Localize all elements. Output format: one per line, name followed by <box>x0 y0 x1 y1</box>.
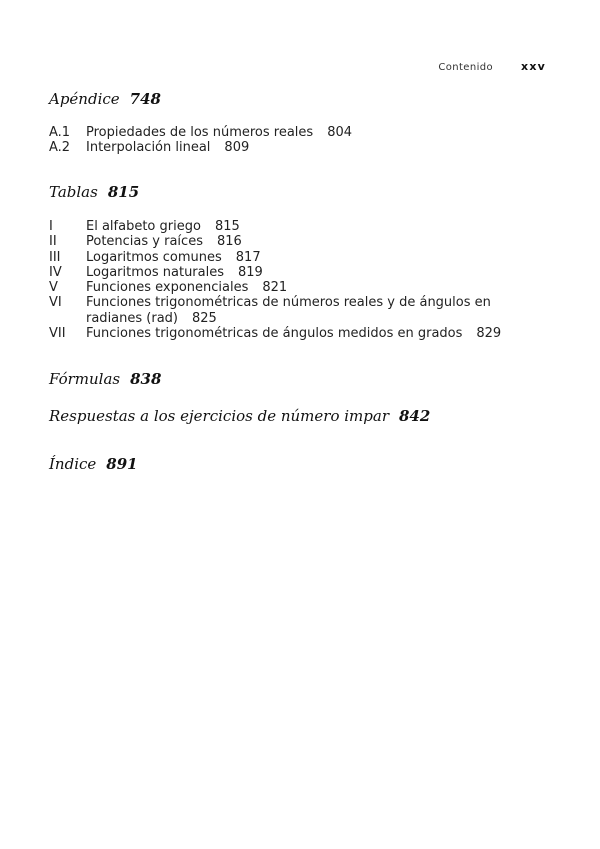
entry-title: Potencias y raíces <box>86 234 203 250</box>
entry-title: Interpolación lineal <box>86 140 211 156</box>
section-title: Apéndice <box>49 90 120 108</box>
section-title: Respuestas a los ejercicios de número impar <box>49 407 389 425</box>
toc-entry <box>49 295 519 326</box>
entry-title: Funciones trigonométricas de ángulos medidos en grados <box>86 326 463 342</box>
entry-page: 809 <box>224 140 250 156</box>
entry-title: Logaritmos naturales <box>86 264 224 280</box>
entry-title: Propiedades de los números reales <box>86 125 314 140</box>
entry-number: VI <box>49 295 62 311</box>
entry-title: Logaritmos comunes <box>86 249 222 265</box>
entry-number: IV <box>49 264 62 280</box>
toc-entry <box>49 125 519 140</box>
entry-page: 816 <box>216 234 242 250</box>
entry-number: II <box>49 234 57 250</box>
entry-title: El alfabeto griego <box>86 219 201 234</box>
entry-page: 815 <box>214 219 240 234</box>
toc-entry <box>49 140 519 155</box>
toc-entry <box>49 280 519 295</box>
running-head <box>438 60 546 73</box>
section-title: Fórmulas <box>49 370 121 388</box>
entry-number: VII <box>49 326 66 342</box>
entry-page: 804 <box>327 125 353 140</box>
section-page: 842 <box>399 407 431 425</box>
page-number: xxv <box>521 60 546 73</box>
section-page: 891 <box>106 455 138 473</box>
toc-entry <box>49 250 519 265</box>
toc-entry <box>49 219 519 234</box>
section-heading-index <box>49 455 138 473</box>
entry-number: V <box>49 280 58 296</box>
section-heading-tables <box>49 183 139 201</box>
entry-number: III <box>49 249 61 265</box>
section-heading-answers <box>49 407 430 425</box>
entry-page: 825 <box>192 310 217 326</box>
entry-number: A.2 <box>49 140 71 156</box>
entry-number: I <box>49 219 53 234</box>
running-head-label: Contenido <box>438 62 494 73</box>
toc-entry <box>49 234 519 249</box>
section-page: 838 <box>130 370 162 388</box>
entry-page: 821 <box>262 280 288 296</box>
entry-page: 829 <box>476 326 502 342</box>
section-heading-appendix <box>49 90 161 108</box>
toc-entry <box>49 326 519 341</box>
toc-entry <box>49 265 519 280</box>
entry-number: A.1 <box>49 125 71 140</box>
entry-title: Funciones trigonométricas de números reales y de ángulos en radianes (rad) <box>86 295 491 326</box>
section-title: Tablas <box>49 183 98 201</box>
section-title: Índice <box>49 455 97 473</box>
section-page: 815 <box>107 183 140 201</box>
entry-title: Funciones exponenciales <box>86 280 249 296</box>
section-heading-formulas <box>49 370 161 388</box>
tables-entries <box>49 219 519 341</box>
appendix-entries <box>49 125 519 156</box>
entry-page: 817 <box>235 249 261 265</box>
entry-page: 819 <box>238 264 263 280</box>
section-page: 748 <box>129 90 161 108</box>
